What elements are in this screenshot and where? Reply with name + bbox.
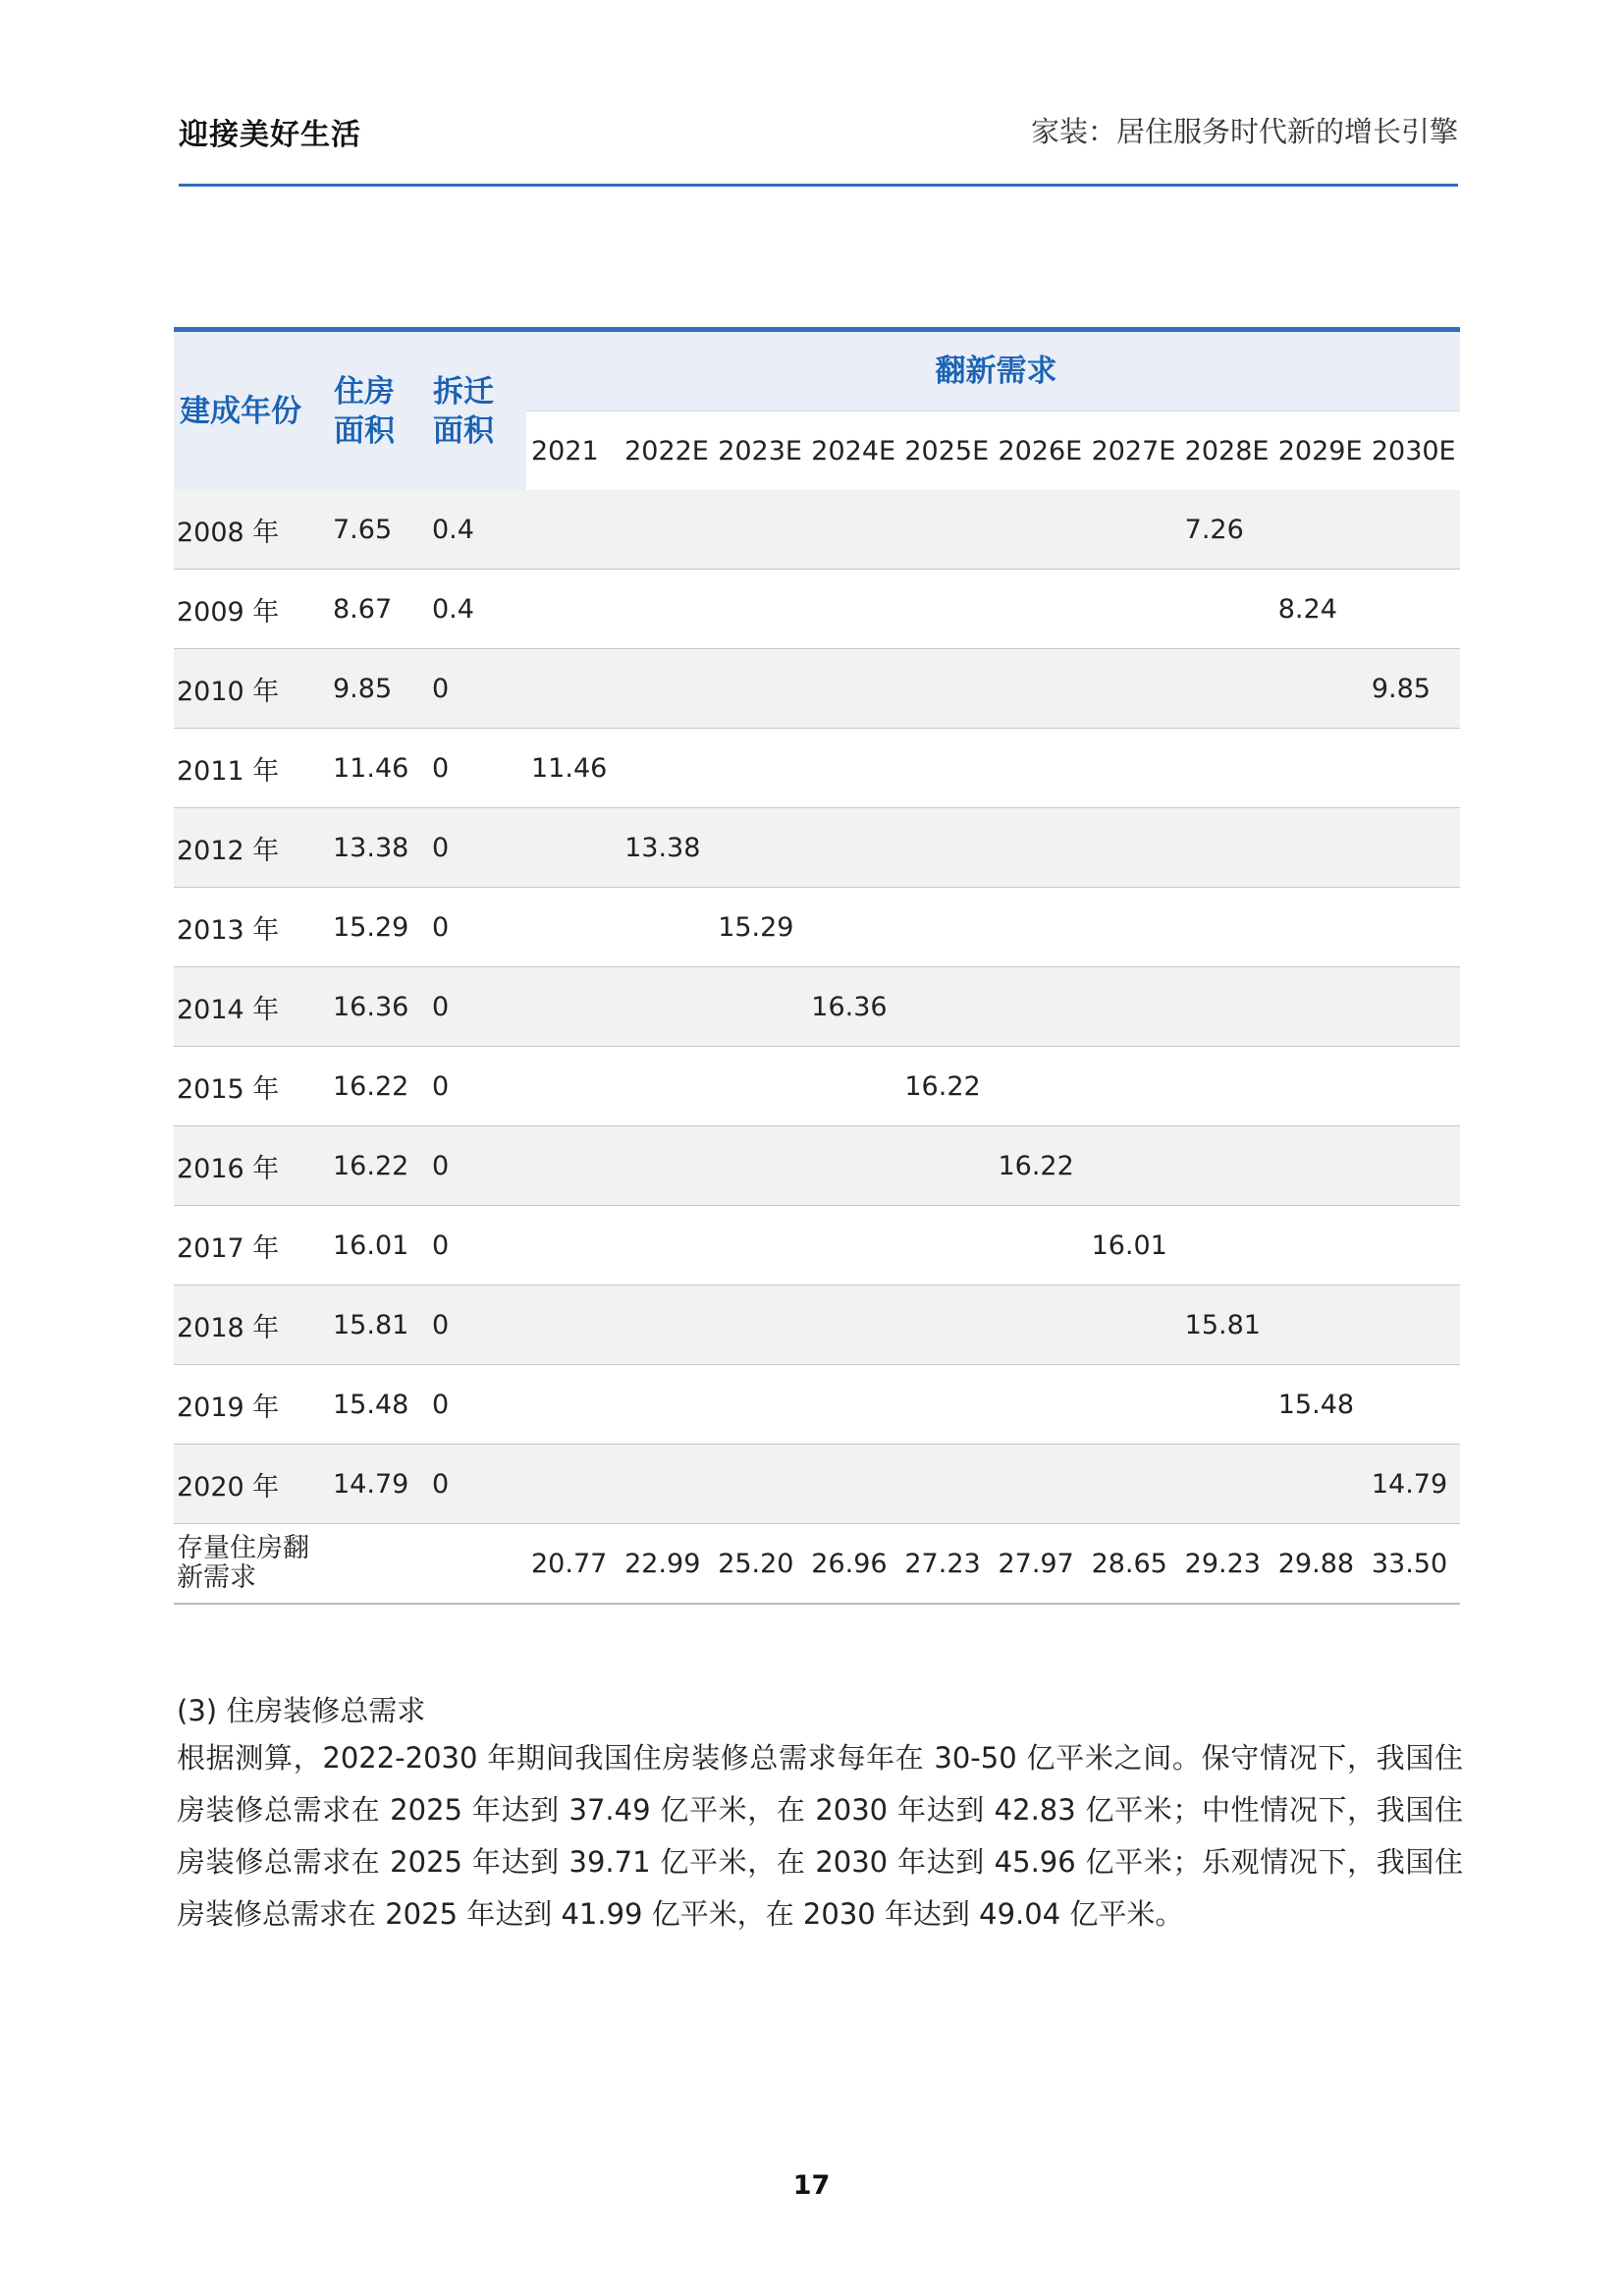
section-title: (3) 住房装修总需求 [177,1694,426,1727]
row-demolition: 0 [427,1047,526,1126]
year-header-cell: 2028E [1180,411,1273,491]
row-area: 15.29 [328,888,427,967]
row-renovation-cell [620,1445,713,1524]
row-renovation-cell: 15.29 [713,888,806,967]
row-build-year: 2019 年 [174,1365,328,1445]
table-row [174,729,1460,808]
row-renovation-cell [1367,729,1460,808]
row-renovation-cell [526,570,620,649]
table-body [174,490,1460,1604]
row-renovation-cell [993,1445,1086,1524]
header-build-year: 建成年份 [174,330,328,491]
row-renovation-cell [993,729,1086,808]
row-demolition: 0 [427,888,526,967]
row-renovation-cell [713,1206,806,1285]
row-renovation-cell [899,1206,993,1285]
row-renovation-cell [1180,1365,1273,1445]
row-renovation-cell [526,1047,620,1126]
header-divider [179,184,1458,187]
row-renovation-cell [526,1126,620,1206]
table-row [174,649,1460,729]
row-renovation-cell [899,1365,993,1445]
table-row [174,967,1460,1047]
row-renovation-cell [1273,967,1367,1047]
row-renovation-cell [526,967,620,1047]
row-renovation-cell [1273,1445,1367,1524]
row-build-year: 2014 年 [174,967,328,1047]
total-cell: 29.23 [1180,1524,1273,1605]
header-area-text: 住房面积 [334,373,395,449]
row-renovation-cell: 9.85 [1367,649,1460,729]
row-renovation-cell [1087,1126,1180,1206]
table-row [174,1285,1460,1365]
row-demolition: 0 [427,1285,526,1365]
row-demolition: 0 [427,1206,526,1285]
row-renovation-cell [993,808,1086,888]
row-renovation-cell [899,649,993,729]
row-renovation-cell: 16.22 [899,1047,993,1126]
row-renovation-cell [1180,649,1273,729]
row-renovation-cell [1273,649,1367,729]
row-renovation-cell [1180,1206,1273,1285]
row-renovation-cell: 16.01 [1087,1206,1180,1285]
row-renovation-cell: 13.38 [620,808,713,888]
row-renovation-cell [1367,570,1460,649]
row-renovation-cell [526,888,620,967]
row-renovation-cell [993,1047,1086,1126]
row-renovation-cell [806,490,899,570]
row-renovation-cell [806,808,899,888]
row-renovation-cell [1367,490,1460,570]
table-row [174,570,1460,649]
table-row [174,1047,1460,1126]
row-renovation-cell [713,1365,806,1445]
row-demolition: 0 [427,649,526,729]
row-renovation-cell [1180,808,1273,888]
row-renovation-cell [1367,888,1460,967]
row-renovation-cell [899,1285,993,1365]
row-renovation-cell [526,1285,620,1365]
row-renovation-cell [899,570,993,649]
total-cell: 28.65 [1087,1524,1180,1605]
row-renovation-cell [806,1365,899,1445]
year-header-cell: 2030E [1367,411,1460,491]
row-renovation-cell [806,649,899,729]
renovation-demand-table [174,327,1460,1605]
row-renovation-cell [806,1285,899,1365]
total-cell: 29.88 [1273,1524,1367,1605]
row-renovation-cell [713,1126,806,1206]
row-demolition: 0 [427,1126,526,1206]
row-renovation-cell [713,1047,806,1126]
row-renovation-cell [899,1445,993,1524]
table-row [174,888,1460,967]
row-renovation-cell [993,1285,1086,1365]
total-row [174,1524,1460,1605]
row-renovation-cell [806,570,899,649]
row-renovation-cell [713,649,806,729]
row-renovation-cell [993,1365,1086,1445]
row-renovation-cell [620,1285,713,1365]
row-renovation-cell [993,888,1086,967]
year-header-cell: 2023E [713,411,806,491]
row-renovation-cell [1087,1365,1180,1445]
row-renovation-cell [620,570,713,649]
row-renovation-cell [1180,1047,1273,1126]
year-header-cell: 2026E [993,411,1086,491]
total-cell: 33.50 [1367,1524,1460,1605]
row-renovation-cell: 16.36 [806,967,899,1047]
header-demolition-text: 拆迁面积 [433,373,494,449]
row-area: 16.22 [328,1047,427,1126]
row-area: 9.85 [328,649,427,729]
row-area: 13.38 [328,808,427,888]
year-header-cell: 2022E [620,411,713,491]
row-renovation-cell [993,649,1086,729]
row-renovation-cell [1273,729,1367,808]
row-renovation-cell [1180,888,1273,967]
row-renovation-cell [1180,1445,1273,1524]
row-area: 16.01 [328,1206,427,1285]
row-renovation-cell [1367,1206,1460,1285]
row-renovation-cell [620,649,713,729]
row-area: 14.79 [328,1445,427,1524]
row-renovation-cell: 8.24 [1273,570,1367,649]
row-build-year: 2008 年 [174,490,328,570]
row-renovation-cell [1367,1047,1460,1126]
row-renovation-cell: 15.81 [1180,1285,1273,1365]
row-build-year: 2011 年 [174,729,328,808]
row-renovation-cell [993,570,1086,649]
year-header-cell: 2024E [806,411,899,491]
total-label [174,1524,526,1605]
table-row [174,1445,1460,1524]
total-cell: 27.97 [993,1524,1086,1605]
row-renovation-cell [1087,1047,1180,1126]
header-area [328,330,427,491]
row-build-year: 2017 年 [174,1206,328,1285]
year-header-cell: 2029E [1273,411,1367,491]
row-build-year: 2013 年 [174,888,328,967]
row-renovation-cell: 14.79 [1367,1445,1460,1524]
row-renovation-cell [1273,490,1367,570]
document-title: 家装：居住服务时代新的增长引擎 [1030,115,1458,148]
row-renovation-cell [993,490,1086,570]
row-renovation-cell: 16.22 [993,1126,1086,1206]
row-renovation-cell [1367,1126,1460,1206]
row-renovation-cell [526,649,620,729]
row-build-year: 2012 年 [174,808,328,888]
row-build-year: 2015 年 [174,1047,328,1126]
row-renovation-cell [1087,808,1180,888]
year-header-cell: 2025E [899,411,993,491]
row-renovation-cell [1087,1285,1180,1365]
total-cell: 27.23 [899,1524,993,1605]
row-renovation-cell [806,1206,899,1285]
row-renovation-cell [806,1445,899,1524]
row-renovation-cell [806,1047,899,1126]
row-renovation-cell [1180,729,1273,808]
row-renovation-cell [1087,729,1180,808]
row-renovation-cell [1087,490,1180,570]
page-number: 17 [792,2170,831,2201]
row-renovation-cell [993,1206,1086,1285]
row-build-year: 2020 年 [174,1445,328,1524]
row-renovation-cell [806,888,899,967]
row-renovation-cell [713,490,806,570]
row-demolition: 0 [427,808,526,888]
row-renovation-cell [1367,967,1460,1047]
row-renovation-cell [899,729,993,808]
row-renovation-cell [806,729,899,808]
row-renovation-cell [1273,1285,1367,1365]
row-renovation-cell [899,808,993,888]
row-renovation-cell [1273,888,1367,967]
row-renovation-cell [526,490,620,570]
row-renovation-cell [1180,967,1273,1047]
row-renovation-cell [1273,1126,1367,1206]
row-renovation-cell [713,729,806,808]
row-demolition: 0.4 [427,570,526,649]
row-renovation-cell [620,967,713,1047]
section-body: 根据测算，2022-2030 年期间我国住房装修总需求每年在 30-50 亿平米之间。保守情况下，我国住房装修总需求在 2025 年达到 37.49 亿平米，在 2030 年达到 42.83 亿平米；中性情况下，我国住房装修总需求在 2025 年达到 39.71 亿平米，在 2030 年达到 45.96 亿平米；乐观情况下，我国住房装修总需求在 2025 年达到 41.99 亿平米，在 2030 年达到 49.04 亿平米。 [177,1741,1463,1931]
row-area: 7.65 [328,490,427,570]
row-renovation-cell [1180,570,1273,649]
row-renovation-cell [1273,808,1367,888]
row-renovation-cell [899,1126,993,1206]
row-renovation-cell [620,1047,713,1126]
row-build-year: 2016 年 [174,1126,328,1206]
table-row [174,1206,1460,1285]
row-renovation-cell [713,1285,806,1365]
row-area: 15.48 [328,1365,427,1445]
row-renovation-cell [899,967,993,1047]
table-row [174,1365,1460,1445]
row-renovation-cell [806,1126,899,1206]
year-header-cell: 2021 [526,411,620,491]
total-cell: 22.99 [620,1524,713,1605]
row-renovation-cell [1087,570,1180,649]
row-renovation-cell [620,729,713,808]
table-row [174,490,1460,570]
row-renovation-cell [899,888,993,967]
row-renovation-cell [620,1365,713,1445]
header-demolition [427,330,526,491]
row-renovation-cell [713,1445,806,1524]
row-renovation-cell: 11.46 [526,729,620,808]
row-renovation-cell [1180,1126,1273,1206]
row-build-year: 2009 年 [174,570,328,649]
row-area: 16.22 [328,1126,427,1206]
row-demolition: 0.4 [427,490,526,570]
row-demolition: 0 [427,967,526,1047]
row-renovation-cell [526,1445,620,1524]
row-build-year: 2010 年 [174,649,328,729]
row-renovation-cell [1273,1047,1367,1126]
row-renovation-cell [1367,1365,1460,1445]
row-renovation-cell [620,1126,713,1206]
row-area: 15.81 [328,1285,427,1365]
row-renovation-cell [526,1365,620,1445]
row-renovation-cell [1273,1206,1367,1285]
row-renovation-cell [713,570,806,649]
row-area: 11.46 [328,729,427,808]
row-renovation-cell [1367,1285,1460,1365]
table-row [174,808,1460,888]
row-renovation-cell [713,808,806,888]
year-header-cell: 2027E [1087,411,1180,491]
row-renovation-cell [993,967,1086,1047]
table-row [174,1126,1460,1206]
row-renovation-cell [620,1206,713,1285]
page-header [179,110,1458,159]
row-renovation-cell [1367,808,1460,888]
brand-title: 迎接美好生活 [179,118,361,152]
row-demolition: 0 [427,1445,526,1524]
row-renovation-cell [1087,1445,1180,1524]
row-renovation-cell [713,967,806,1047]
row-renovation-cell: 7.26 [1180,490,1273,570]
row-renovation-cell: 15.48 [1273,1365,1367,1445]
row-renovation-cell [526,808,620,888]
row-area: 8.67 [328,570,427,649]
total-cell: 20.77 [526,1524,620,1605]
row-renovation-cell [526,1206,620,1285]
row-demolition: 0 [427,1365,526,1445]
row-renovation-cell [620,490,713,570]
total-cell: 25.20 [713,1524,806,1605]
row-area: 16.36 [328,967,427,1047]
header-renovation-group: 翻新需求 [526,330,1460,411]
row-renovation-cell [899,490,993,570]
total-label-text: 存量住房翻新需求 [177,1533,309,1593]
row-renovation-cell [1087,888,1180,967]
row-demolition: 0 [427,729,526,808]
total-cell: 26.96 [806,1524,899,1605]
row-build-year: 2018 年 [174,1285,328,1365]
row-renovation-cell [1087,649,1180,729]
row-renovation-cell [1087,967,1180,1047]
row-renovation-cell [620,888,713,967]
table-header [174,330,1460,491]
